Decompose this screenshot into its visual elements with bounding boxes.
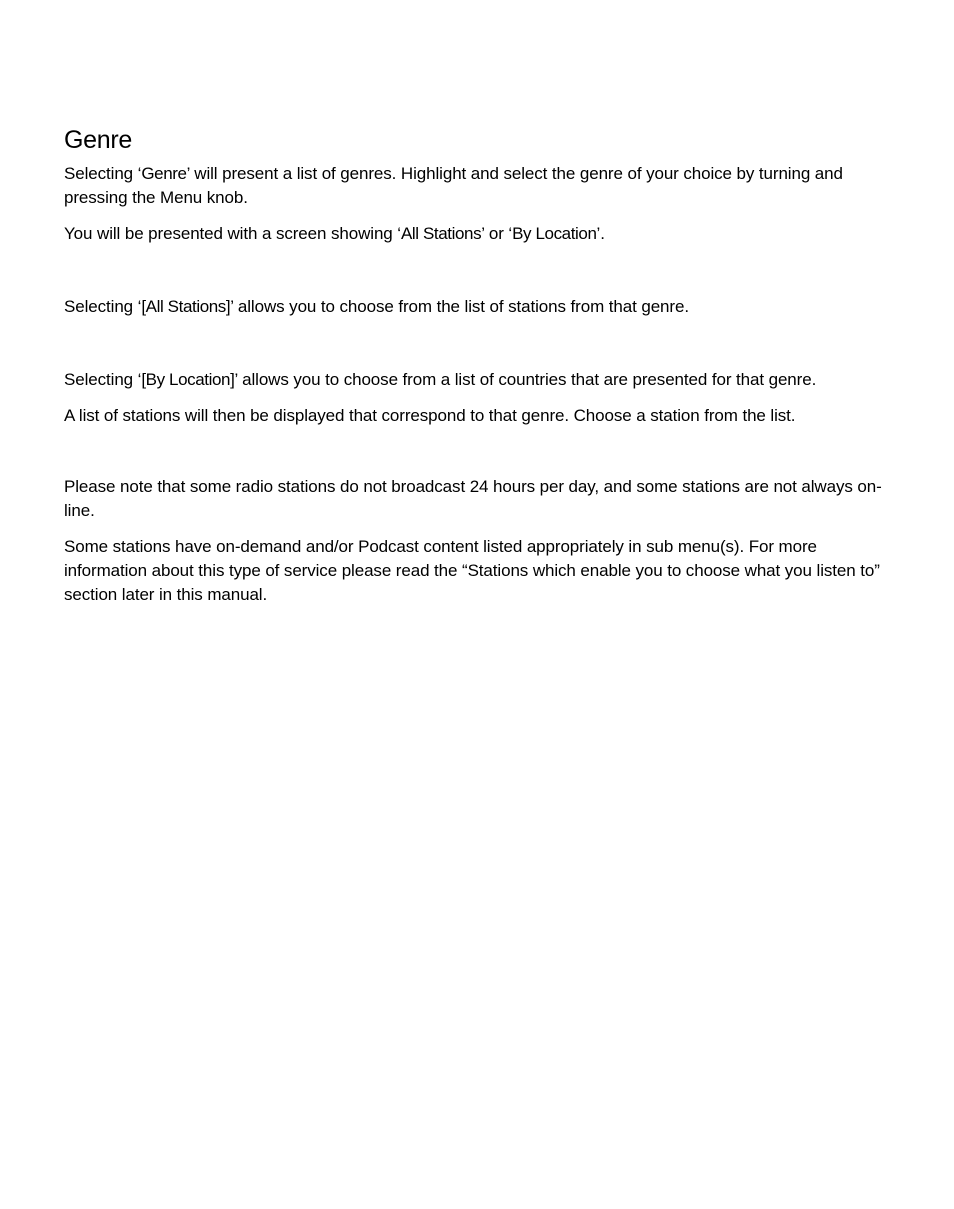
text-segment: ’ allows you to choose from a list of countries that are presented for that genre. <box>234 370 817 389</box>
paragraph-screen-options <box>64 222 894 246</box>
document-page <box>64 124 894 607</box>
text-segment: ’ or ‘ <box>481 224 513 243</box>
paragraph-broadcast-note: Please note that some radio stations do not broadcast 24 hours per day, and some stations are not always on-line. <box>64 477 882 520</box>
text-segment: ’ will present a list of genres. Highlight and select the genre of your choice by turning and pressing the Menu knob. <box>64 164 843 207</box>
term-genre: Genre <box>141 164 187 183</box>
text-segment: You will be presented with a screen showing ‘ <box>64 224 401 243</box>
term-all-stations: All Stations <box>400 224 482 243</box>
term-by-location-bracket: [By Location] <box>141 370 235 389</box>
paragraph-on-demand: Some stations have on-demand and/or Podcast content listed appropriately in sub menu(s). For more information about this type of service please read the “Stations which enable you to choose what you listen to” section later in this manual. <box>64 537 880 604</box>
text-segment: ’ allows you to choose from the list of stations from that genre. <box>230 297 689 316</box>
text-segment: ’. <box>596 224 605 243</box>
paragraph-all-stations <box>64 295 894 319</box>
text-segment: Selecting ‘ <box>64 370 142 389</box>
text-segment: Selecting ‘ <box>64 297 142 316</box>
paragraph-station-list: A list of stations will then be displayed that correspond to that genre. Choose a station from the list. <box>64 406 796 425</box>
paragraph-genre-intro <box>64 162 894 210</box>
section-heading: Genre <box>64 126 132 154</box>
text-segment: Selecting ‘ <box>64 164 142 183</box>
paragraph-by-location <box>64 368 894 392</box>
term-all-stations-bracket: [All Stations] <box>141 297 231 316</box>
term-by-location: By Location <box>512 224 597 243</box>
